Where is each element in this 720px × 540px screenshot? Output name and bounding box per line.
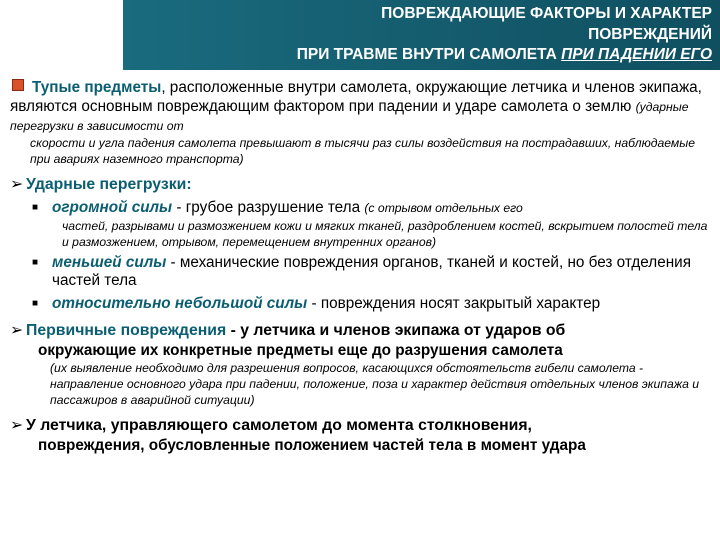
section3-title: У летчика, управляющего самолетом до момента столкновения, (26, 417, 532, 434)
title-line-1: ПОВРЕЖДАЮЩИЕ ФАКТОРЫ И ХАРАКТЕР (381, 5, 712, 22)
section2-title: Первичные повреждения (26, 322, 227, 339)
intro-paragraph (10, 78, 710, 135)
section3-body: повреждения, обусловленные положением частей тела в момент удара (38, 437, 586, 454)
section2-text: - у летчика и членов экипажа от ударов об (226, 322, 566, 339)
arrow-bullet-icon: ➢ (10, 176, 24, 193)
title-line-3 (123, 45, 712, 66)
section2-body: окружающие их конкретные предметы еще до разрушения самолета (38, 342, 563, 359)
item-text: - механические повреждения органов, тканей и костей, но без отделения частей тела (52, 253, 691, 289)
intro-note-inline: (ударные перегрузки в зависимости от (10, 100, 689, 133)
small-square-bullet-icon: ■ (32, 256, 39, 268)
intro-emphasis: Тупые предметы (32, 79, 162, 96)
section1-title: Ударные перегрузки: (26, 176, 192, 193)
list-item (32, 253, 710, 291)
item-emphasis: относительно небольшой силы (52, 294, 308, 312)
arrow-bullet-icon: ➢ (10, 322, 24, 339)
section-heading-impact (10, 175, 710, 195)
intro-text: , расположенные внутри самолета, окружающие летчика и членов экипажа, являются основным повреждающим фактором при падении и ударе самолета о землю (10, 79, 702, 115)
list-item (32, 294, 710, 314)
section2-note: (их выявление необходимо для разрешения вопросов, касающихся обстоятельств гибели самолета - направление основного удара при падении, положение, поза и характер действия отдельных членов экипажа и пассажиров в аварийной ситуации) (50, 361, 700, 407)
title-line-3b: ПРИ ПАДЕНИИ ЕГО (561, 46, 712, 63)
list-item (32, 199, 710, 218)
square-bullet-icon (12, 79, 24, 91)
section-heading-pilot (10, 416, 710, 436)
item-text: - повреждения носят закрытый характер (307, 294, 601, 312)
item-note: частей, разрывами и размозжением кожи и мягких тканей, раздроблением костей, вскрытием полостей тела и размозжением, отрывом, перемещением внутренних органов) (62, 218, 708, 249)
section-heading-primary (10, 321, 710, 341)
small-square-bullet-icon: ■ (32, 202, 39, 213)
title-line-3a: ПРИ ТРАВМЕ ВНУТРИ САМОЛЕТА (296, 46, 562, 63)
small-square-bullet-icon: ■ (32, 297, 39, 309)
item-emphasis: меньшей силы (52, 253, 167, 271)
intro-note: скорости и угла падения самолета превышают в тысячи раз силы воздействия на пострадавших, наблюдаемые при авариях наземного транспорта) (30, 136, 696, 166)
item-emphasis: огромной силы (52, 199, 173, 216)
item-text: - грубое разрушение тела (172, 199, 365, 216)
title-line-2: ПОВРЕЖДЕНИЙ (588, 25, 712, 43)
page-title (123, 0, 720, 70)
arrow-bullet-icon: ➢ (10, 417, 24, 434)
item-note-inline: (с отрывом отдельных его (364, 201, 523, 215)
slide-content (10, 78, 710, 455)
